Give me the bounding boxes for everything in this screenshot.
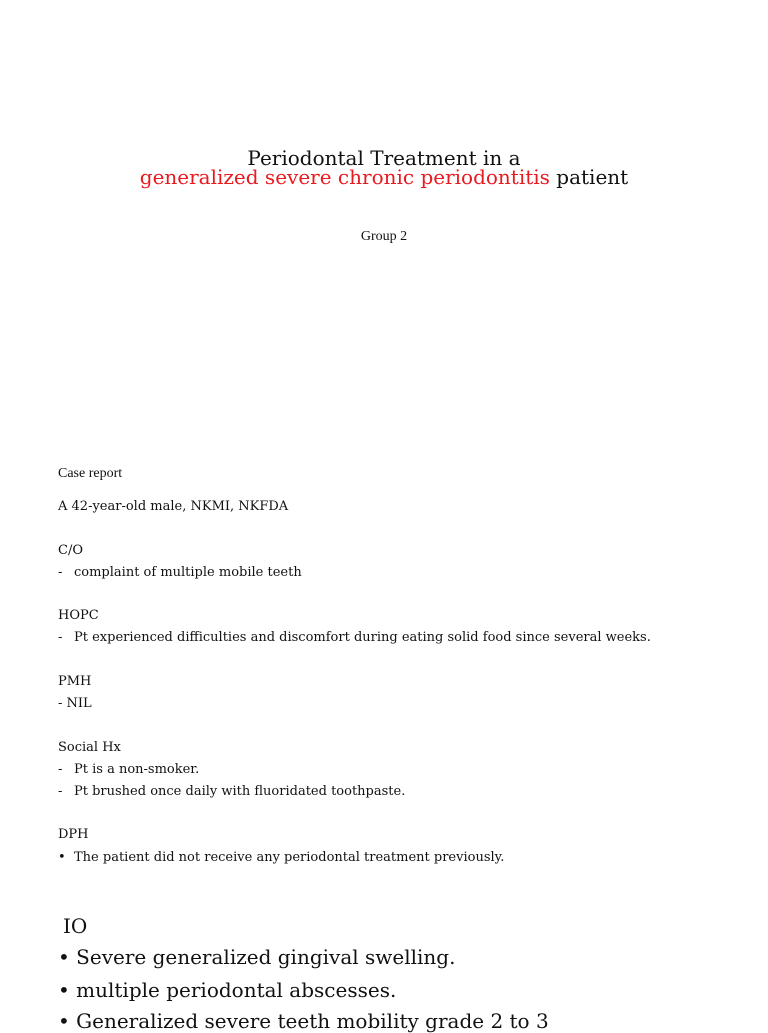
co-heading: C/O [58,543,83,558]
group-label: Group 2 [360,229,408,244]
io-item: • Generalized severe teeth mobility grade 2 to 3 [58,1009,549,1033]
dph-item-text: The patient did not receive any periodontal treatment previously. [74,850,505,865]
hopc-item [58,630,651,646]
dph-item [58,850,504,866]
dash-marker: - [58,784,63,799]
pmh-heading: PMH [58,674,92,689]
dash-marker: - [58,565,63,580]
io-item: • Severe generalized gingival swelling. [58,945,456,969]
social-item-text: Pt brushed once daily with fluoridated toothpaste. [74,784,406,799]
bullet-marker: • [58,850,66,865]
io-item: • multiple periodontal abscesses. [58,978,397,1002]
title-line-2 [0,165,768,189]
title-rest: patient [549,165,629,189]
dash-marker: - [58,630,63,645]
patient-intro: A 42-year-old male, NKMI, NKFDA [58,499,289,514]
social-item-text: Pt is a non-smoker. [74,762,200,777]
io-heading: IO [63,914,88,938]
hopc-item-text: Pt experienced difficulties and discomfort during eating solid food since several weeks. [74,630,651,645]
dph-heading: DPH [58,827,89,842]
social-heading: Social Hx [58,740,121,755]
dash-marker: - [58,762,63,777]
social-item [58,762,199,778]
co-item [58,565,302,581]
pmh-text: - NIL [58,696,92,711]
hopc-heading: HOPC [58,608,99,623]
title-line-1: Periodontal Treatment in a [247,146,521,170]
co-item-text: complaint of multiple mobile teeth [74,565,302,580]
title-highlight: generalized severe chronic periodontitis [139,165,550,189]
social-item [58,784,405,800]
case-report-heading: Case report [58,466,123,481]
